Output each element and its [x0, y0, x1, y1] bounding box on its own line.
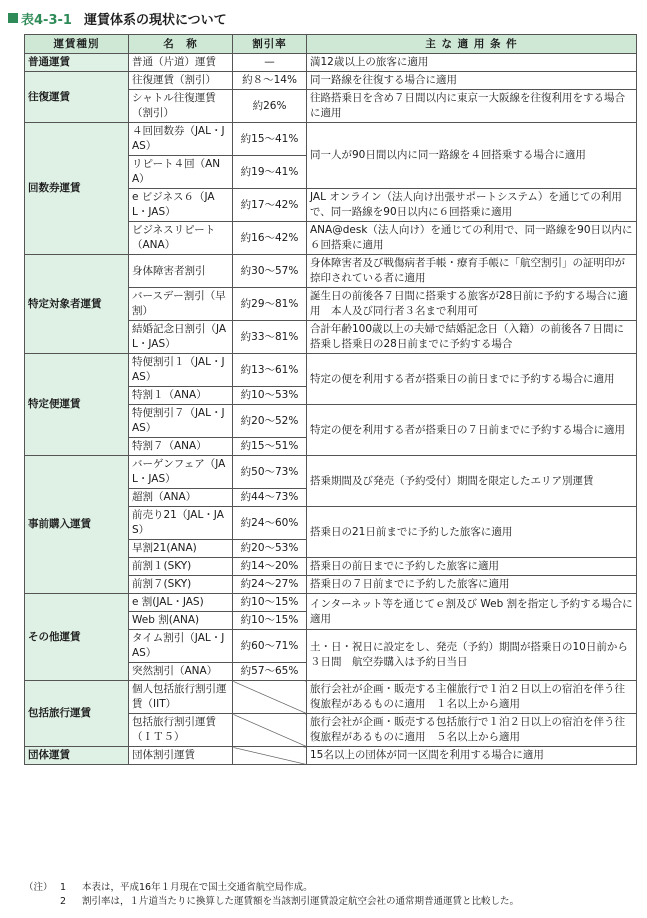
table-caption: 運賃体系の現状について [83, 12, 227, 28]
discount-rate: 約50～73% [233, 456, 307, 489]
discount-rate: 約10～15% [233, 594, 307, 612]
category-cell: 特定対象者運賃 [25, 255, 129, 354]
header-row [25, 35, 637, 54]
discount-rate: 約16～42% [233, 222, 307, 255]
fare-name: タイム割引（JAL・JAS） [129, 630, 233, 663]
category-cell: 普通運賃 [25, 54, 129, 72]
condition-cell: 特定の便を利用する者が搭乗日の前日までに予約する場合に適用 [307, 354, 637, 405]
fare-name: 超割（ANA） [129, 489, 233, 507]
fare-name: e 割(JAL・JAS) [129, 594, 233, 612]
condition-cell: 特定の便を利用する者が搭乗日の７日前までに予約する場合に適用 [307, 405, 637, 456]
fare-name: 団体割引運賃 [129, 747, 233, 765]
condition-cell: インターネット等を通じてｅ割及び Web 割を指定し予約する場合に適用 [307, 594, 637, 630]
discount-rate: 約19～41% [233, 156, 307, 189]
condition-cell: 旅行会社が企画・販売する主催旅行で１泊２日以上の宿泊を伴う往復旅程があるものに適用 １名以上から適用 [307, 681, 637, 714]
category-cell: 包括旅行運賃 [25, 681, 129, 747]
condition-cell: 合計年齢100歳以上の夫婦で結婚記念日（入籍）の前後各７日間に搭乗し搭乗日の28日前までに予約する場合 [307, 321, 637, 354]
notes [24, 881, 636, 909]
header-name: 名 称 [129, 35, 233, 54]
fare-name: 個人包括旅行割引運賃（IIT） [129, 681, 233, 714]
fare-name: シャトル往復運賃（割引） [129, 90, 233, 123]
fare-name: 突然割引（ANA） [129, 663, 233, 681]
condition-cell: 往路搭乗日を含め７日間以内に東京一大阪線を往復利用をする場合に適用 [307, 90, 637, 123]
table-row [25, 456, 637, 489]
condition-cell: 15名以上の団体が同一区間を利用する場合に適用 [307, 747, 637, 765]
condition-cell: 同一路線を往復する場合に適用 [307, 72, 637, 90]
condition-cell: 旅行会社が企画・販売する包括旅行で１泊２日以上の宿泊を伴う往復旅程があるものに適用 ５名以上から適用 [307, 714, 637, 747]
fare-name: 結婚記念日割引（JAL・JAS） [129, 321, 233, 354]
table-row [25, 255, 637, 288]
fare-name: 包括旅行割引運賃（ＩＴ５） [129, 714, 233, 747]
discount-rate: 約24～60% [233, 507, 307, 540]
fare-table [24, 34, 637, 765]
fare-name: リピート４回（ANA） [129, 156, 233, 189]
table-row [25, 123, 637, 156]
condition-cell: 誕生日の前後各７日間に搭乗する旅客が28日前に予約する場合に適用 本人及び同行者３名まで利用可 [307, 288, 637, 321]
discount-rate: 約57～65% [233, 663, 307, 681]
fare-name: ビジネスリピート（ANA） [129, 222, 233, 255]
fare-name: ４回回数券（JAL・JAS） [129, 123, 233, 156]
discount-rate: 約60～71% [233, 630, 307, 663]
condition-cell: 搭乗日の７日前までに予約した旅客に適用 [307, 576, 637, 594]
fare-name: 前割７(SKY) [129, 576, 233, 594]
condition-cell: 搭乗日の21日前までに予約した旅客に適用 [307, 507, 637, 558]
discount-rate: 約29～81% [233, 288, 307, 321]
category-cell: 往復運賃 [25, 72, 129, 123]
discount-rate: 約33～81% [233, 321, 307, 354]
title-marker-icon [8, 13, 18, 23]
header-condition: 主 な 適 用 条 件 [307, 35, 637, 54]
header-category: 運賃種別 [25, 35, 129, 54]
note-line [24, 881, 636, 895]
fare-name: バースデー割引（早割） [129, 288, 233, 321]
table-row [25, 594, 637, 612]
table-row [25, 747, 637, 765]
category-cell: 団体運賃 [25, 747, 129, 765]
condition-cell: ANA@desk（法人向け）を通じての利用で、同一路線を90日以内に６回搭乗に適用 [307, 222, 637, 255]
fare-name: 往復運賃（割引） [129, 72, 233, 90]
table-number: 表4-3-1 [21, 12, 72, 28]
discount-rate: 約10～15% [233, 612, 307, 630]
condition-cell: 搭乗期間及び発売（予約受付）期間を限定したエリア別運賃 [307, 456, 637, 507]
no-rate-diagonal [233, 681, 307, 714]
note-text: 割引率は，１片道当たりに換算した運賃額を当該割引運賃設定航空会社の通常期普通運賃と比較した。 [82, 896, 520, 907]
fare-name: 早割21(ANA) [129, 540, 233, 558]
note-number: 1 [60, 882, 67, 893]
category-cell: 特定便運賃 [25, 354, 129, 456]
fare-name: 普通（片道）運賃 [129, 54, 233, 72]
table-row [25, 54, 637, 72]
condition-cell: JAL オンライン（法人向け出張サポートシステム）を通じての利用で、同一路線を90日以内に６回搭乗に適用 [307, 189, 637, 222]
table-row [25, 72, 637, 90]
condition-cell: 満12歳以上の旅客に適用 [307, 54, 637, 72]
discount-rate: 約20～53% [233, 540, 307, 558]
category-cell: 回数券運賃 [25, 123, 129, 255]
fare-name: 特便割引１（JAL・JAS） [129, 354, 233, 387]
fare-name: 身体障害者割引 [129, 255, 233, 288]
table-row [25, 681, 637, 714]
table-title [8, 7, 227, 29]
note-line [24, 895, 636, 909]
table-row [25, 354, 637, 387]
discount-rate: 約15～41% [233, 123, 307, 156]
discount-rate: 約15～51% [233, 438, 307, 456]
discount-rate: 約30～57% [233, 255, 307, 288]
discount-rate: 約44～73% [233, 489, 307, 507]
fare-name: 特割７（ANA） [129, 438, 233, 456]
discount-rate: 約13～61% [233, 354, 307, 387]
discount-rate: 約10～53% [233, 387, 307, 405]
fare-name: 前割１(SKY) [129, 558, 233, 576]
condition-cell: 同一人が90日間以内に同一路線を４回搭乗する場合に適用 [307, 123, 637, 189]
category-cell: 事前購入運賃 [25, 456, 129, 594]
discount-rate: 約14～20% [233, 558, 307, 576]
no-rate-diagonal [233, 714, 307, 747]
discount-rate: 約８～14% [233, 72, 307, 90]
category-cell: その他運賃 [25, 594, 129, 681]
discount-rate: 約20～52% [233, 405, 307, 438]
discount-rate: 約26% [233, 90, 307, 123]
discount-rate: 約17～42% [233, 189, 307, 222]
note-number: 2 [60, 896, 67, 907]
condition-cell: 土・日・祝日に設定をし、発売（予約）期間が搭乗日の10日前から３日間 航空券購入は予約日当日 [307, 630, 637, 681]
fare-name: 前売り21（JAL・JAS） [129, 507, 233, 540]
notes-label: （注） [24, 882, 53, 893]
fare-name: バーゲンフェア（JAL・JAS） [129, 456, 233, 489]
fare-name: Web 割(ANA) [129, 612, 233, 630]
condition-cell: 身体障害者及び戦傷病者手帳・療育手帳に「航空割引」の証明印が捺印されている者に適用 [307, 255, 637, 288]
no-rate-diagonal [233, 747, 307, 765]
discount-rate: 約24～27% [233, 576, 307, 594]
header-rate: 割引率 [233, 35, 307, 54]
fare-name: 特割１（ANA） [129, 387, 233, 405]
condition-cell: 搭乗日の前日までに予約した旅客に適用 [307, 558, 637, 576]
discount-rate: — [233, 54, 307, 72]
fare-name: e ビジネス６（JAL・JAS） [129, 189, 233, 222]
fare-name: 特便割引７（JAL・JAS） [129, 405, 233, 438]
note-text: 本表は，平成16年１月現在で国土交通省航空局作成。 [82, 882, 313, 893]
